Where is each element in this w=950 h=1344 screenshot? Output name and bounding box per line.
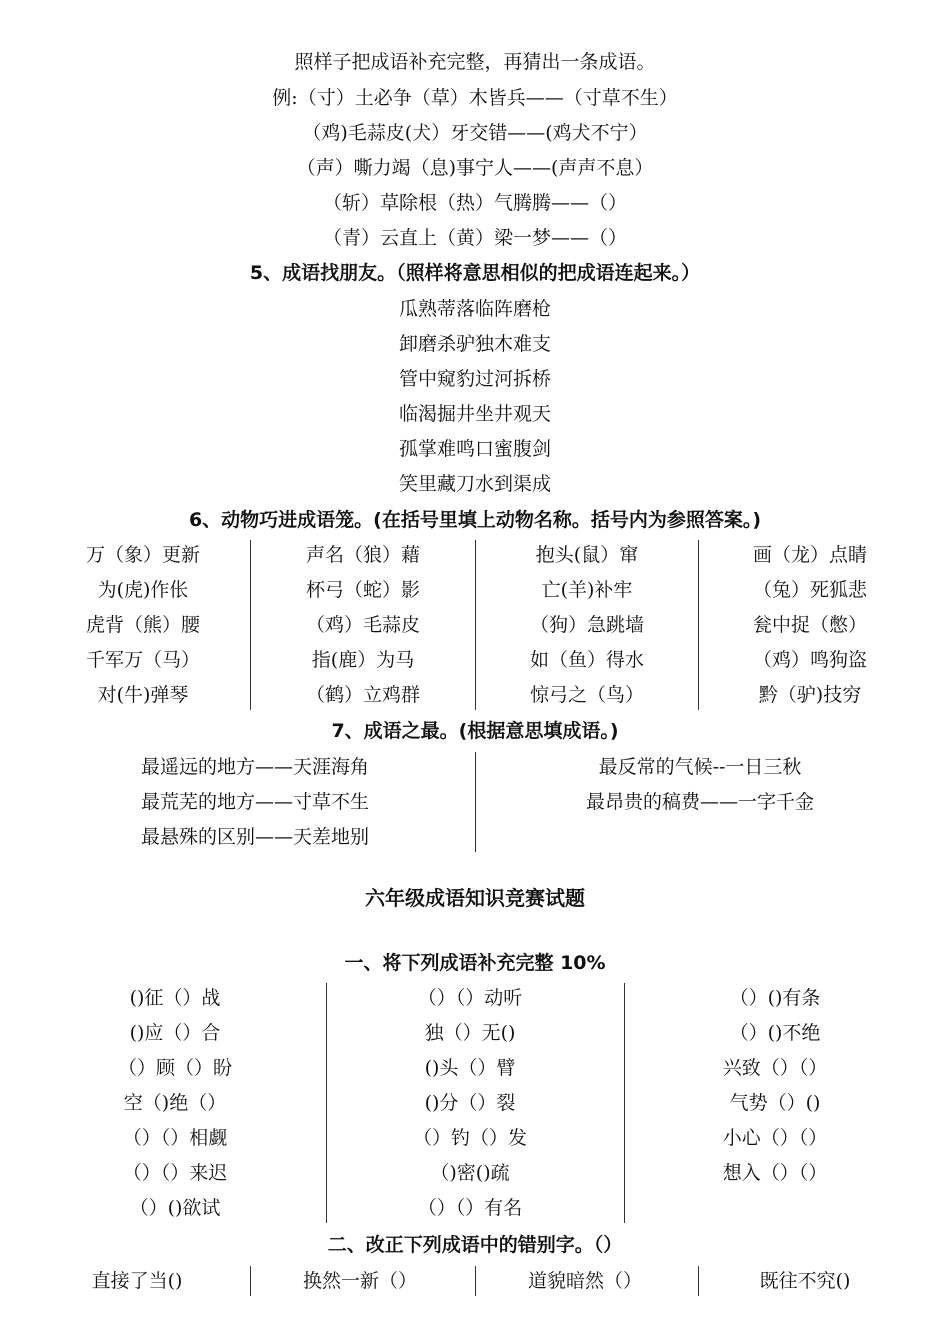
- idiom-item: （鹤）立鸡群: [305, 684, 420, 706]
- idiom-item: 虎背（熊）腰: [85, 614, 200, 636]
- intro-row: （青）云直上（黄）梁一梦——（）: [322, 227, 627, 249]
- typo-item: 既往不究(): [759, 1270, 851, 1292]
- idiom-item: 为(虎)作伥: [97, 579, 189, 601]
- section5-row: 孤掌难鸣口蜜腹剑: [398, 438, 551, 460]
- superlative-item: 最昂贵的稿费——一字千金: [585, 791, 814, 813]
- section7-left-column: [110, 755, 400, 860]
- intro-instruction: 照样子把成语补充完整，再猜出一条成语。: [294, 51, 656, 73]
- column-divider: [624, 983, 625, 1223]
- intro-row: （鸡)毛蒜皮(犬）牙交错——(鸡犬不宁）: [302, 122, 648, 144]
- superlative-item: 最悬殊的区别——天差地别: [140, 826, 369, 848]
- blank-item: 小心（）（）: [722, 1127, 828, 1149]
- typo-item: 道貌暗然（）: [527, 1270, 642, 1292]
- idiom-item: 抱头(鼠）窜: [535, 544, 639, 566]
- section5-row: 临渴掘井坐井观天: [398, 403, 551, 425]
- idiom-item: 惊弓之（鸟）: [529, 684, 644, 706]
- column-divider: [475, 752, 476, 852]
- idiom-item: 指(鹿）为马: [311, 649, 415, 671]
- part2-item-cell: [52, 1269, 222, 1304]
- idiom-item: 对(牛)弹琴: [97, 684, 189, 706]
- blank-item: 气势（）(): [729, 1092, 821, 1114]
- blank-item: 独（）无(): [424, 1022, 516, 1044]
- idiom-item: 声名（狼）藉: [305, 544, 420, 566]
- part1-column: [690, 986, 860, 1196]
- section5-heading: 5、成语找朋友。（照样将意思相似的把成语连起来。）: [249, 262, 701, 284]
- column-divider: [698, 540, 699, 710]
- idiom-item: （鸡）鸣狗盗: [752, 649, 867, 671]
- blank-item: （）钓（）发: [412, 1127, 527, 1149]
- intro-row: （声）嘶力竭（息)事宁人——(声声不息）: [296, 157, 654, 179]
- blank-item: （）（）来迟: [122, 1162, 228, 1184]
- section5-row: 卸磨杀驴独木难支: [398, 333, 551, 355]
- blank-item: ()分（）裂: [424, 1092, 516, 1114]
- blank-item: 空（)绝（）: [123, 1092, 227, 1114]
- section6-heading: 6、动物巧进成语笼。(在括号里填上动物名称。括号内为参照答案。): [188, 509, 762, 531]
- idiom-item: 瓮中捉（憋）: [752, 614, 867, 636]
- intro-example: 例:（寸）土必争（草）木皆兵——（寸草不生）: [272, 87, 678, 109]
- section6-column: [278, 543, 448, 718]
- intro-row: （斩）草除根（热）气腾腾——（）: [322, 192, 627, 214]
- idiom-item: 千军万（马）: [85, 649, 200, 671]
- blank-item: ()征（）战: [129, 987, 221, 1009]
- blank-item: （）()有条: [729, 987, 821, 1009]
- blank-item: 兴致（）（）: [722, 1057, 828, 1079]
- superlative-item: 最遥远的地方——天涯海角: [140, 756, 369, 778]
- column-divider: [475, 540, 476, 710]
- column-divider: [475, 1266, 476, 1296]
- idiom-item: 画（龙）点睛: [752, 544, 867, 566]
- part2-item-cell: [275, 1269, 445, 1304]
- blank-item: （)密()疏: [430, 1162, 510, 1184]
- column-divider: [250, 1266, 251, 1296]
- section5-row: 瓜熟蒂落临阵磨枪: [398, 298, 551, 320]
- part2-item-cell: [500, 1269, 670, 1304]
- column-divider: [250, 540, 251, 710]
- idiom-item: 如（鱼）得水: [529, 649, 644, 671]
- idiom-item: （兔）死狐悲: [752, 579, 867, 601]
- typo-item: 换然一新（）: [302, 1270, 417, 1292]
- idiom-item: 万（象）更新: [85, 544, 200, 566]
- part2-item-cell: [720, 1269, 890, 1304]
- superlative-item: 最反常的气候--一日三秋: [598, 756, 802, 778]
- blank-item: （）（）相觑: [122, 1127, 228, 1149]
- blank-item: 想入（）（）: [722, 1162, 828, 1184]
- section7-heading: 7、成语之最。(根据意思填成语。): [331, 720, 619, 742]
- section6-column: [502, 543, 672, 718]
- section7-right-column: [555, 755, 845, 825]
- blank-item: （）()欲试: [129, 1197, 221, 1219]
- idiom-item: （鸡）毛蒜皮: [305, 614, 420, 636]
- idiom-item: 杯弓（蛇）影: [305, 579, 420, 601]
- blank-item: （）（）有名: [417, 1197, 523, 1219]
- section6-column: [725, 543, 895, 718]
- idiom-item: 亡(羊)补牢: [541, 579, 633, 601]
- exam-title: 六年级成语知识竞赛试题: [365, 886, 585, 910]
- column-divider: [326, 983, 327, 1223]
- section5-row: 管中窥豹过河拆桥: [398, 368, 551, 390]
- blank-item: （）（）动听: [417, 987, 523, 1009]
- blank-item: ()应（）合: [129, 1022, 221, 1044]
- part1-heading: 一、将下列成语补充完整 10%: [344, 952, 606, 974]
- section6-column: [58, 543, 228, 718]
- part2-heading: 二、改正下列成语中的错别字。（）: [327, 1234, 623, 1256]
- blank-item: ()头（）臂: [424, 1057, 516, 1079]
- idiom-item: （狗）急跳墙: [529, 614, 644, 636]
- blank-item: （）顾（）盼: [117, 1057, 232, 1079]
- idiom-item: 黔（驴)技穷: [758, 684, 862, 706]
- typo-item: 直接了当(): [91, 1270, 183, 1292]
- blank-item: （）()不绝: [729, 1022, 821, 1044]
- section5-row: 笑里藏刀水到渠成: [398, 473, 551, 495]
- part1-column: [90, 986, 260, 1231]
- part1-column: [385, 986, 555, 1231]
- superlative-item: 最荒芜的地方——寸草不生: [140, 791, 369, 813]
- column-divider: [698, 1266, 699, 1296]
